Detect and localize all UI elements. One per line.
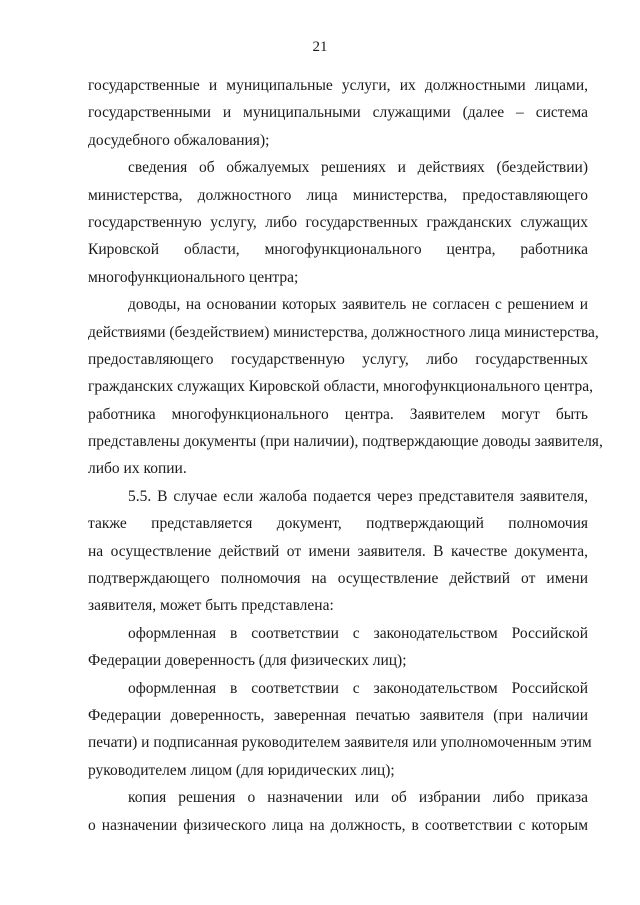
- text-line: министерства, должностного лица министерства, предоставляющего: [88, 186, 588, 204]
- paragraph-1: [88, 72, 588, 154]
- paragraph-7: [88, 784, 588, 839]
- text-line: подтверждающего полномочия на осуществление действий от имени: [88, 570, 588, 588]
- text-line: Кировской области, многофункционального центра, работника: [88, 241, 588, 259]
- text-line: досудебного обжалования);: [88, 131, 270, 149]
- text-line: многофункционального центра;: [88, 268, 299, 286]
- text-line: оформленная в соответствии с законодательством Российской: [128, 679, 588, 697]
- text-line: доводы, на основании которых заявитель не согласен с решением и: [128, 296, 588, 314]
- text-line: государственными и муниципальными служащими (далее – система: [88, 104, 588, 122]
- text-line: 5.5. В случае если жалоба подается через представителя заявителя,: [128, 487, 588, 505]
- text-line: действиями (бездействием) министерства, должностного лица министерства,: [88, 323, 599, 341]
- text-line: гражданских служащих Кировской области, многофункционального центра,: [88, 378, 593, 396]
- paragraph-2: [88, 154, 588, 291]
- text-line: копия решения о назначении или об избрании либо приказа: [128, 789, 588, 807]
- text-line: также представляется документ, подтверждающий полномочия: [88, 515, 588, 533]
- text-line: либо их копии.: [88, 460, 187, 478]
- document-body: [88, 72, 603, 839]
- text-line: Федерации доверенность (для физических лиц);: [88, 652, 407, 670]
- text-line: заявителя, может быть представлена:: [88, 597, 334, 615]
- text-line: оформленная в соответствии с законодательством Российской: [128, 624, 588, 642]
- paragraph-4: [88, 483, 588, 620]
- text-line: представлены документы (при наличии), подтверждающие доводы заявителя,: [88, 433, 603, 451]
- page-number: 21: [312, 39, 328, 55]
- text-line: государственные и муниципальные услуги, их должностными лицами,: [88, 77, 588, 94]
- text-line: государственную услугу, либо государственных гражданских служащих: [88, 213, 588, 231]
- paragraph-3: [88, 291, 603, 483]
- text-line: Федерации доверенность, заверенная печатью заявителя (при наличии: [88, 706, 588, 724]
- text-line: печати) и подписанная руководителем заявителя или уполномоченным этим: [88, 734, 592, 752]
- text-line: работника многофункционального центра. Заявителем могут быть: [88, 405, 588, 423]
- text-line: сведения об обжалуемых решениях и действиях (бездействии): [128, 159, 588, 177]
- text-line: на осуществление действий от имени заявителя. В качестве документа,: [88, 542, 588, 560]
- text-line: предоставляющего государственную услугу, либо государственных: [88, 350, 588, 368]
- text-line: о назначении физического лица на должность, в соответствии с которым: [88, 816, 588, 834]
- paragraph-5: [88, 620, 588, 675]
- text-line: руководителем лицом (для юридических лиц);: [88, 761, 395, 779]
- paragraph-6: [88, 675, 592, 785]
